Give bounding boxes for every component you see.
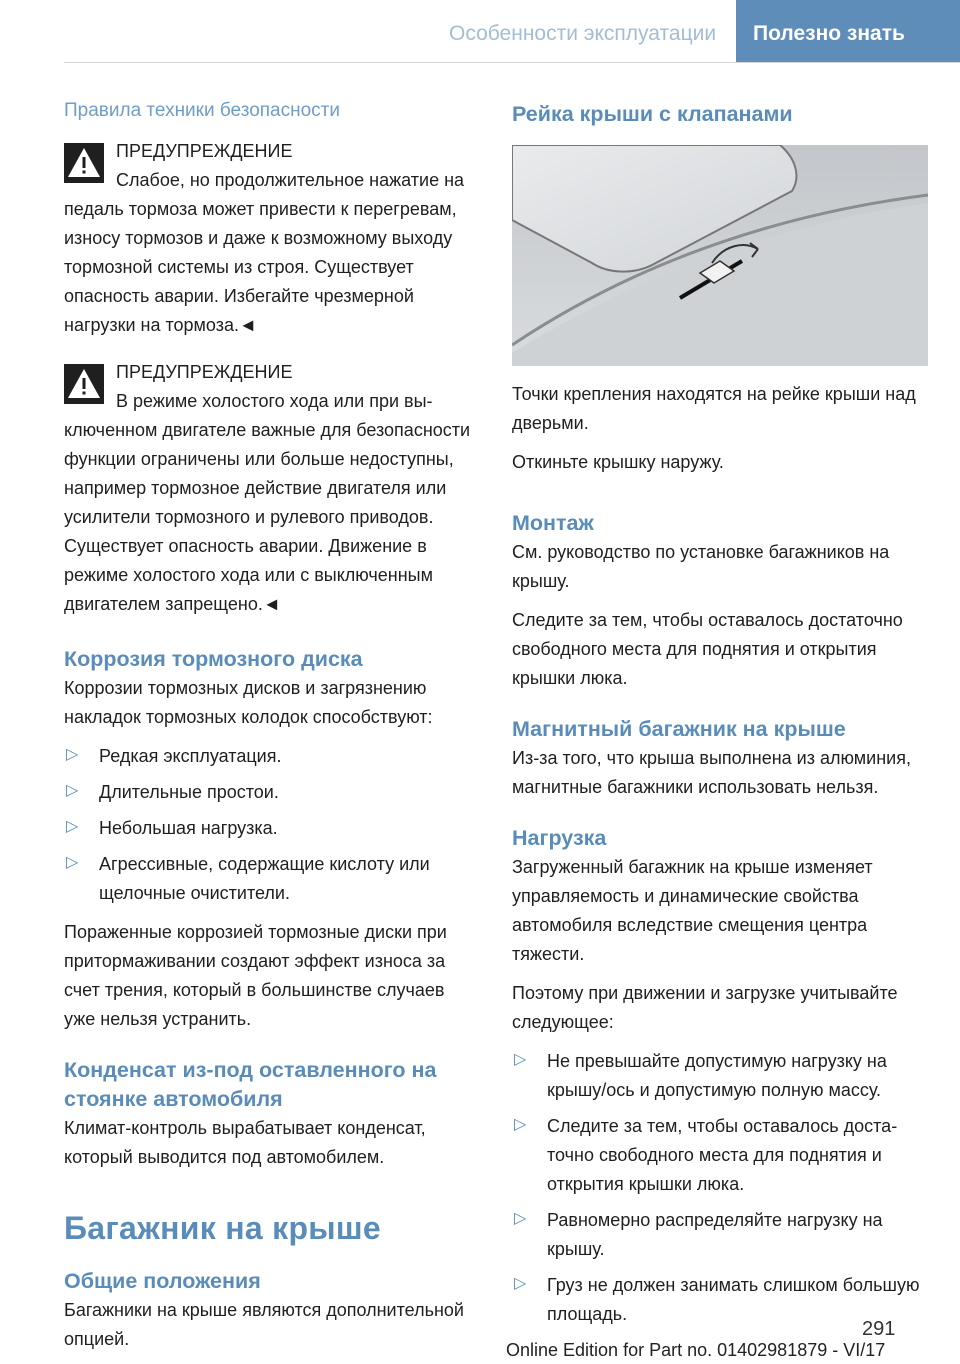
roof-rack-heading: Багажник на крыше bbox=[64, 1210, 381, 1246]
triangle-bullet-icon: ▷ bbox=[514, 1210, 527, 1227]
triangle-bullet-icon: ▷ bbox=[66, 782, 79, 799]
list-item: ▷ Агрессивные, содержащие кислоту или щелочные очистители. bbox=[66, 854, 430, 903]
triangle-bullet-icon: ▷ bbox=[514, 1116, 527, 1133]
warning-title: ПРЕДУПРЕЖДЕНИЕ bbox=[116, 141, 293, 161]
magnet-heading: Магнитный багажник на крыше bbox=[512, 717, 846, 741]
load-heading: Нагрузка bbox=[512, 826, 607, 850]
header-divider bbox=[64, 62, 960, 63]
general-heading: Общие положения bbox=[64, 1269, 261, 1293]
list-item: ▷ Длительные простои. bbox=[66, 782, 279, 802]
list-item: ▷ Следите за тем, чтобы оставалось достаточно свободного места для поднятия и открытия крышки люка. bbox=[514, 1116, 898, 1194]
roof-rail-photo bbox=[512, 145, 928, 366]
section-tab[interactable]: Особенности эксплуатации bbox=[449, 22, 717, 45]
warning-block bbox=[64, 137, 478, 340]
triangle-bullet-icon: ▷ bbox=[66, 746, 79, 763]
triangle-bullet-icon: ▷ bbox=[66, 818, 79, 835]
edition-footer: Online Edition for Part no. 01402981879 - VI/17 bbox=[506, 1340, 886, 1360]
warning-block bbox=[64, 358, 478, 619]
load-text-2: Поэтому при движении и загрузке учитывайте следующее: bbox=[512, 983, 898, 1032]
condensate-text: Климат-контроль вырабатывает конденсат, который выводится под автомобилем. bbox=[64, 1118, 426, 1167]
mount-text-2: Следите за тем, чтобы оставалось достаточно свободного места для поднятия и открытия крышки люка. bbox=[512, 610, 903, 688]
list-item: ▷ Груз не должен занимать слишком большую площадь. bbox=[514, 1275, 920, 1324]
list-item: ▷ Редкая эксплуатация. bbox=[66, 746, 282, 766]
rail-text-1: Точки крепления находятся на рейке крыши над дверьми. bbox=[512, 384, 916, 433]
warning-title: ПРЕДУПРЕЖДЕНИЕ bbox=[116, 362, 293, 382]
mount-text-1: См. руководство по установке багажников на крышу. bbox=[512, 542, 890, 591]
left-column bbox=[64, 100, 478, 1364]
warning-text: В режиме холостого хода или при выключенном двигателе важные для безопасности функции ограничены или больше недоступны, например тормозное действие двигателя или усилители тормозного и рулевого приводов. Существует опасность аварии. Движение в режиме холостого хода или с выключенным двигателем запрещено.◄ bbox=[64, 391, 471, 614]
list-item: ▷ Равномерно распределяйте нагрузку на крышу. bbox=[514, 1210, 883, 1259]
warning-triangle-icon bbox=[64, 143, 104, 183]
corrosion-list bbox=[64, 742, 478, 908]
safety-subheading: Правила техники безопасности bbox=[64, 100, 340, 121]
magnet-text: Из-за того, что крыша выполнена из алюминия, магнитные багажники использовать нельзя. bbox=[512, 748, 911, 797]
warning-triangle-icon bbox=[64, 364, 104, 404]
triangle-bullet-icon: ▷ bbox=[66, 854, 79, 871]
corrosion-heading: Коррозия тормозного диска bbox=[64, 647, 363, 671]
list-item: ▷ Небольшая нагрузка. bbox=[66, 818, 278, 838]
load-list bbox=[512, 1047, 928, 1329]
triangle-bullet-icon: ▷ bbox=[514, 1275, 527, 1292]
right-column bbox=[512, 100, 928, 1339]
page-number: 291 bbox=[862, 1318, 896, 1340]
triangle-bullet-icon: ▷ bbox=[514, 1051, 527, 1068]
corrosion-outro: Пораженные коррозией тормозные диски при притормаживании создают эффект износа за счет трения, который в большинстве случаев уже нельзя устранить. bbox=[64, 922, 447, 1029]
warning-text: Слабое, но продолжительное нажатие на педаль тормоза может привести к перегревам, износу тормозов и даже к возможному выходу тормозной системы из строя. Существует опасность аварии. Избегайте чрезмерной нагрузки на тормоза.◄ bbox=[64, 170, 465, 335]
rail-text-2: Откиньте крышку наружу. bbox=[512, 452, 724, 472]
mount-heading: Монтаж bbox=[512, 511, 594, 535]
general-text: Багажники на крыше являются дополнительной опцией. bbox=[64, 1300, 464, 1349]
roof-rail-heading: Рейка крыши с клапанами bbox=[512, 102, 793, 126]
page-header bbox=[0, 0, 960, 62]
active-tab[interactable]: Полезно знать bbox=[736, 0, 960, 62]
load-text-1: Загруженный багажник на крыше изменяет управляемость и динамические свойства автомобиля вследствие смещения центра тяжести. bbox=[512, 857, 873, 964]
list-item: ▷ Не превышайте допустимую нагрузку на крышу/ось и допустимую полную массу. bbox=[514, 1051, 887, 1100]
condensate-heading: Конденсат из-под оставленного на стоянке автомобиля bbox=[64, 1058, 437, 1111]
corrosion-intro: Коррозии тормозных дисков и загрязнению накладок тормозных колодок способствуют: bbox=[64, 678, 433, 727]
